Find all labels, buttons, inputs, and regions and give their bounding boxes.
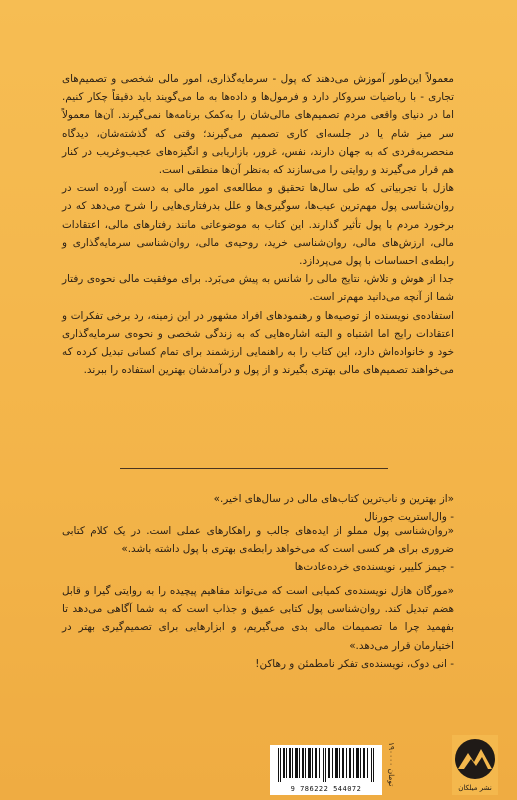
quote-text: «مورگان هازل نویسنده‌ی کمیابی است که می‌تواند مفاهیم پیچیده را به روایتی گیرا و قابل هضم تبدیل کند. روان‌شناسی پول کتابی عمیق و جذاب است که به شما آگاهی می‌دهد تا بفهمید چرا ما تصمیمات مالی بدی می‌گیریم، و ابزارهایی برای تصمیم‌گیری بهتر در اختیارمان قرار می‌دهد.» bbox=[62, 585, 454, 652]
blurb-paragraph-1: معمولاً این‌طور آموزش می‌دهند که پول - سرمایه‌گذاری، امور مالی شخصی و تصمیم‌های تجاری - با ریاضیات سروکار دارد و فرمول‌ها و داده‌ها به ما می‌گویند باید دقیقاً چکار کنیم. اما در دنیای واقعی مردم تصمیم‌های مالی‌شان را به‌کمک برنامه‌ها نمی‌گیرند. آن‌ها معمولاً سر میز شام یا در جلسه‌ای کاری تصمیم می‌گیرند؛ وقتی که گذشته‌شان، دیدگاه منحصربه‌فردی که به جهان دارند، نفس، غرور، بازاریابی و انگیزه‌های عجیب‌وغریب در کنار هم قرار می‌گیرند و روایتی را می‌سازند که به‌نظر آن‌ها منطقی است. bbox=[62, 73, 454, 177]
section-divider bbox=[120, 468, 388, 469]
blurb-paragraph-4: استفاده‌ی نویسنده از توصیه‌ها و رهنمودهای افراد مشهور در این زمینه، رد برخی تفکرات و اعتقادات رایج اما اشتباه و البته اشاره‌هایی که به زندگی شخصی و نحوه‌ی سرمایه‌گذاری خود و خانواده‌اش دارد، این کتاب را به راهنمایی ارزشمند برای تمام کسانی تبدیل کرده که می‌خواهند تصمیم‌های مالی بهتری بگیرند و از پول و درآمدشان بهترین استفاده را ببرند. bbox=[62, 309, 454, 377]
price-label: ۱۹۰۰۰۰ تومان bbox=[387, 742, 396, 787]
quote-text: «روان‌شناسی پول مملو از ایده‌های جالب و راهکارهای عملی است. در یک کلام کتابی ضروری برای هر کسی است که می‌خواهد رابطه‌ی بهتری با پول داشته باشد.» bbox=[62, 525, 454, 556]
review-quote-1 bbox=[62, 490, 454, 526]
blurb-text bbox=[62, 70, 454, 379]
quote-source: - وال‌استریت جورنال bbox=[364, 511, 454, 524]
quote-source: - جیمز کلییر، نویسنده‌ی خرده‌عادت‌ها bbox=[294, 561, 454, 574]
mountain-logo-icon bbox=[452, 735, 498, 795]
review-quote-2 bbox=[62, 522, 454, 577]
quote-source: - انی دوک، نویسنده‌ی تفکر نامطمئن و رهاکن! bbox=[255, 657, 454, 670]
publisher-name: نشر میلکان bbox=[458, 784, 492, 792]
review-quote-3 bbox=[62, 582, 454, 673]
blurb-paragraph-3: جدا از هوش و تلاش، نتایج مالی را شانس به پیش می‌بَرد. برای موفقیت مالی نحوه‌ی رفتار شما از آنچه می‌دانید مهم‌تر است. bbox=[62, 273, 454, 304]
quote-text: «از بهترین و ناب‌ترین کتاب‌های مالی در سال‌های اخیر.» bbox=[213, 493, 454, 505]
blurb-paragraph-2: هازل با تجربیاتی که طی سال‌ها تحقیق و مطالعه‌ی امور مالی به دست آورده است در روان‌شناسی پول مهم‌ترین عیب‌ها، سوگیری‌ها و علل بدرفتاری‌هایی را شرح می‌دهد که در برخورد مردم با پول تأثیر گذارند. این کتاب به موضوعاتی مانند رفتارهای مالی، اعتقادات مالی، ارزش‌های مالی، روان‌شناسی خرید، روحیه‌ی مالی، روان‌شناسی سرمایه‌گذاری و رابطه‌ی احساسات با پول می‌پردازد. bbox=[62, 182, 454, 268]
barcode-icon bbox=[276, 748, 376, 782]
isbn-barcode bbox=[270, 745, 382, 795]
isbn-digits: 9 786222 544072 bbox=[290, 785, 362, 793]
